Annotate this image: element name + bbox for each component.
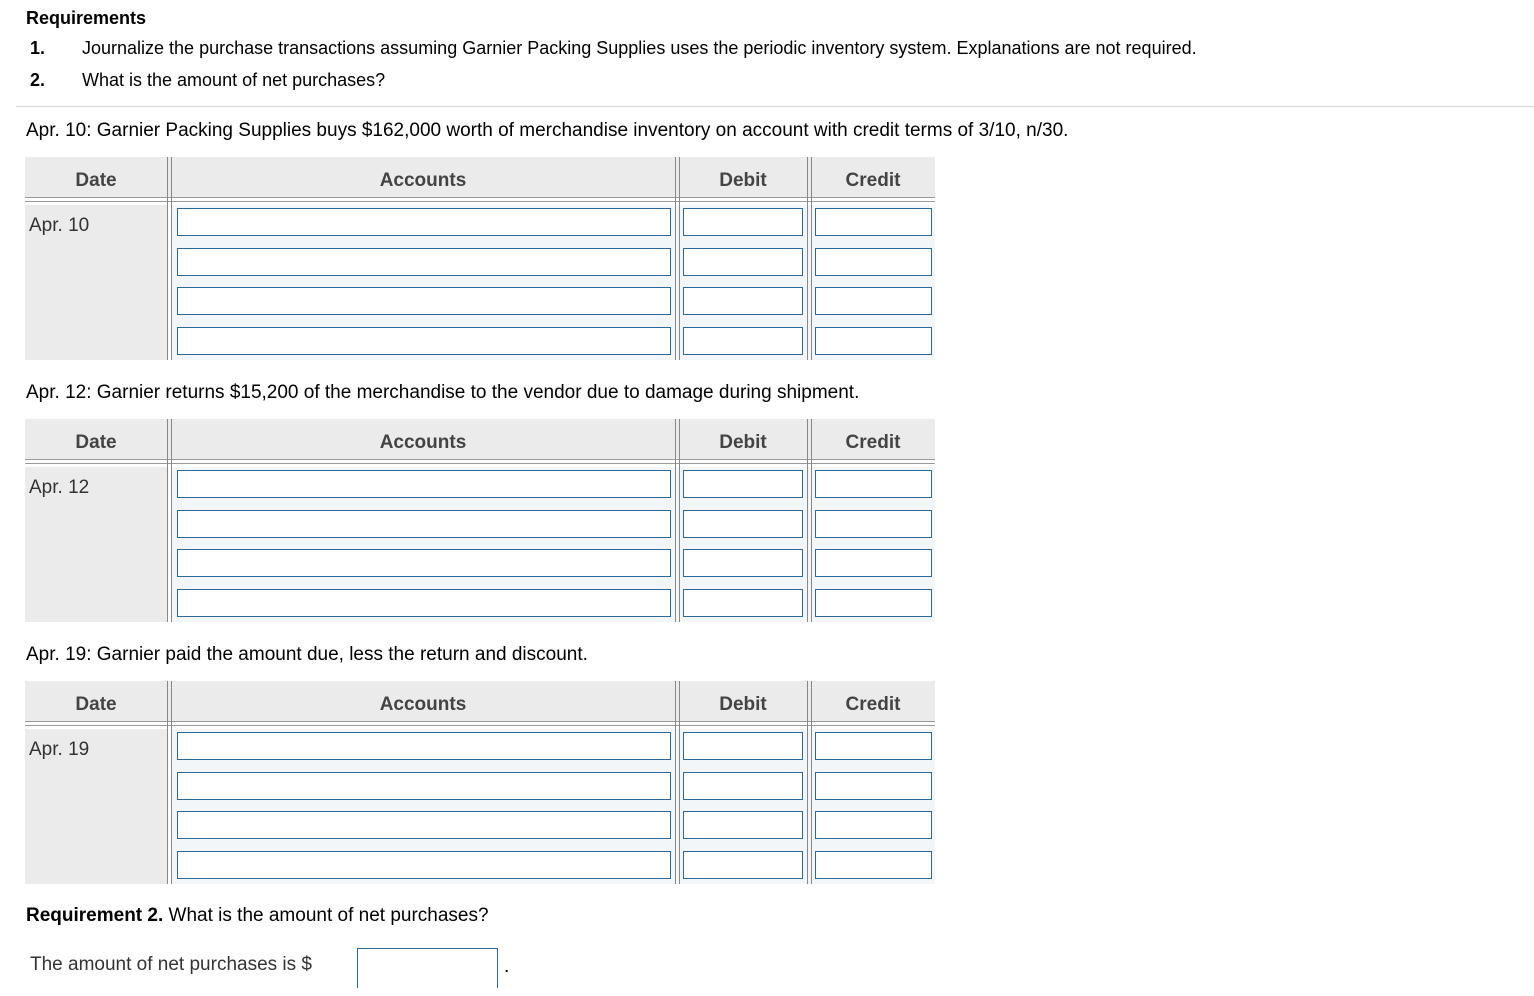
requirement-2-question <box>26 905 489 927</box>
debit-input[interactable] <box>683 208 803 236</box>
requirement-text: Journalize the purchase transactions assuming Garnier Packing Supplies uses the periodic inventory system. Explanations are not required. <box>82 38 1197 58</box>
header-rule <box>25 725 935 726</box>
credit-input[interactable] <box>815 589 932 617</box>
column-divider <box>167 681 168 884</box>
credit-input[interactable] <box>815 549 932 577</box>
credit-header: Credit <box>845 170 901 191</box>
requirements-heading: Requirements <box>26 8 147 28</box>
debit-input[interactable] <box>683 248 803 276</box>
journal-table-apr-10 <box>25 157 935 360</box>
credit-input[interactable] <box>815 208 932 236</box>
journal-table-apr-19 <box>25 681 935 884</box>
debit-input[interactable] <box>683 732 803 760</box>
accounts-header: Accounts <box>379 170 467 191</box>
account-input[interactable] <box>177 327 671 355</box>
account-input[interactable] <box>177 811 671 839</box>
header-rule <box>25 197 935 198</box>
account-input[interactable] <box>177 851 671 879</box>
column-divider <box>807 681 808 884</box>
date-header: Date <box>75 432 117 453</box>
journal-table-apr-12 <box>25 419 935 622</box>
entry-date: Apr. 12 <box>29 477 90 498</box>
credit-input[interactable] <box>815 327 932 355</box>
column-divider <box>675 419 676 622</box>
requirement-number: 1. <box>30 38 46 58</box>
debit-input[interactable] <box>683 851 803 879</box>
column-divider <box>167 419 168 622</box>
credit-input[interactable] <box>815 470 932 498</box>
column-divider <box>675 157 676 360</box>
debit-input[interactable] <box>683 772 803 800</box>
account-input[interactable] <box>177 208 671 236</box>
debit-input[interactable] <box>683 287 803 315</box>
accounts-header: Accounts <box>379 694 467 715</box>
credit-input[interactable] <box>815 732 932 760</box>
requirement-2-label: Requirement 2. <box>26 905 164 926</box>
debit-header: Debit <box>719 170 767 191</box>
date-header: Date <box>75 170 117 191</box>
entry-date: Apr. 10 <box>29 215 90 236</box>
account-input[interactable] <box>177 287 671 315</box>
account-input[interactable] <box>177 549 671 577</box>
account-input[interactable] <box>177 732 671 760</box>
column-divider <box>675 681 676 884</box>
credit-input[interactable] <box>815 248 932 276</box>
account-input[interactable] <box>177 470 671 498</box>
net-purchases-label: The amount of net purchases is $ <box>30 954 312 975</box>
requirement-2-text: What is the amount of net purchases? <box>168 905 489 926</box>
requirement-text: What is the amount of net purchases? <box>82 70 386 90</box>
column-divider <box>167 157 168 360</box>
credit-header: Credit <box>845 432 901 453</box>
credit-input[interactable] <box>815 851 932 879</box>
credit-input[interactable] <box>815 811 932 839</box>
answer-suffix: . <box>504 956 510 977</box>
header-rule <box>25 463 935 464</box>
header-rule <box>25 459 935 460</box>
debit-input[interactable] <box>683 510 803 538</box>
net-purchases-input[interactable] <box>357 948 498 988</box>
debit-input[interactable] <box>683 811 803 839</box>
debit-input[interactable] <box>683 470 803 498</box>
header-rule <box>25 721 935 722</box>
accounts-header: Accounts <box>379 432 467 453</box>
account-input[interactable] <box>177 589 671 617</box>
date-header: Date <box>75 694 117 715</box>
entry-date: Apr. 19 <box>29 739 90 760</box>
debit-input[interactable] <box>683 327 803 355</box>
requirement-number: 2. <box>30 70 46 90</box>
column-divider <box>807 419 808 622</box>
account-input[interactable] <box>177 510 671 538</box>
debit-input[interactable] <box>683 549 803 577</box>
divider <box>16 106 1534 107</box>
column-divider <box>807 157 808 360</box>
debit-header: Debit <box>719 432 767 453</box>
account-input[interactable] <box>177 772 671 800</box>
credit-input[interactable] <box>815 772 932 800</box>
credit-input[interactable] <box>815 287 932 315</box>
header-rule <box>25 201 935 202</box>
account-input[interactable] <box>177 248 671 276</box>
credit-header: Credit <box>845 694 901 715</box>
requirement-item-1 <box>30 38 1197 59</box>
entry-prompt-apr-10: Apr. 10: Garnier Packing Supplies buys $162,000 worth of merchandise inventory on account with credit terms of 3/10, n/30. <box>26 120 1069 141</box>
entry-prompt-apr-19: Apr. 19: Garnier paid the amount due, less the return and discount. <box>26 644 588 665</box>
debit-header: Debit <box>719 694 767 715</box>
requirement-item-2 <box>30 70 385 91</box>
entry-prompt-apr-12: Apr. 12: Garnier returns $15,200 of the merchandise to the vendor due to damage during shipment. <box>26 382 860 403</box>
debit-input[interactable] <box>683 589 803 617</box>
credit-input[interactable] <box>815 510 932 538</box>
